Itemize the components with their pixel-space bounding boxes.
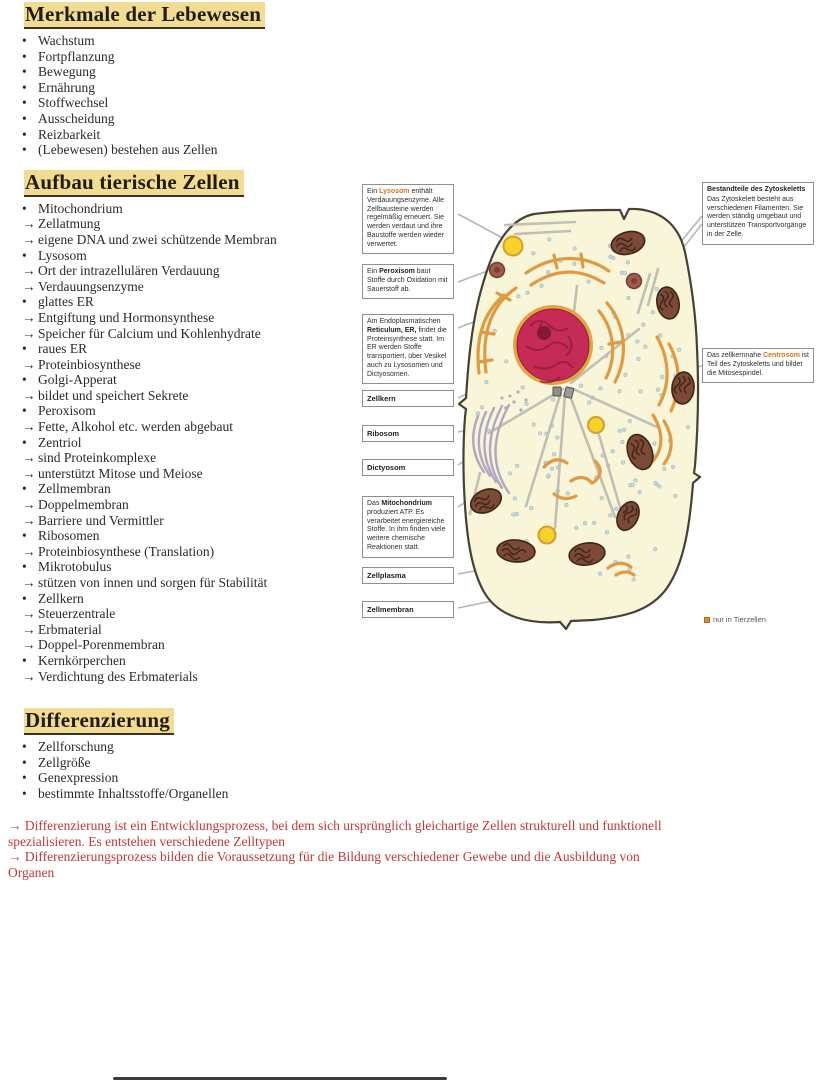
list-item-text: Peroxisom xyxy=(38,403,96,419)
list-item-text: Doppel-Porenmembran xyxy=(38,637,165,653)
nucleus xyxy=(513,305,593,385)
bullet-marker: • xyxy=(22,95,27,111)
arrow-marker: → xyxy=(22,231,36,247)
list-item-text: Mikrotobulus xyxy=(38,559,112,575)
list-item-text: Barriere und Vermittler xyxy=(38,512,164,528)
legend-color-swatch xyxy=(704,617,710,623)
list-item-text: Ort der intrazellulären Verdauung xyxy=(38,263,220,279)
list-item xyxy=(22,513,360,529)
list-item xyxy=(22,279,360,295)
arrow-marker: → xyxy=(22,497,36,513)
differenzierung-list xyxy=(8,739,360,801)
bullet-marker: • xyxy=(22,48,27,64)
list-item xyxy=(22,357,360,373)
list-item xyxy=(22,127,360,143)
arrow-marker: → xyxy=(22,465,36,481)
label-box-lysosom: Ein Lysosom enthält Verdauungsenzyme. Alle Zellbausteine werden regelmäßig erneuert. Sie werden verdaut und ihre Baustoffe werden wieder verwertet. xyxy=(362,184,454,254)
list-item xyxy=(22,481,360,497)
list-item-text: Zellforschung xyxy=(38,739,114,755)
list-item xyxy=(22,559,360,575)
bullet-marker: • xyxy=(22,142,27,158)
bullet-marker: • xyxy=(22,341,27,357)
legend-label: nur in Tierzellen xyxy=(713,615,766,624)
bullet-marker: • xyxy=(22,481,27,497)
bottom-divider-line xyxy=(113,1077,447,1080)
diagram-legend xyxy=(704,616,766,624)
list-item-text: Proteinbiosynthese xyxy=(38,356,141,372)
list-item xyxy=(22,450,360,466)
list-item-text: Verdichtung des Erbmaterials xyxy=(38,668,198,684)
list-item-text: Stoffwechsel xyxy=(38,95,109,111)
arrow-marker: → xyxy=(22,668,36,684)
list-item-text: Reizbarkeit xyxy=(38,126,101,142)
list-item xyxy=(22,669,360,685)
list-item xyxy=(22,33,360,49)
red-note-line: → Differenzierung ist ein Entwicklungsprozess, bei dem sich ursprünglich gleichartige Zellen strukturell und funktionell xyxy=(8,818,662,833)
label-box-centrosom: Das zellkernnahe Centrosom ist Teil des Zytoskeletts und bildet die Mitosespindel. xyxy=(702,348,814,383)
list-item-text: Fette, Alkohol etc. werden abgebaut xyxy=(38,419,233,435)
list-item-text: Kernkörperchen xyxy=(38,652,126,668)
list-item xyxy=(22,310,360,326)
bullet-marker: • xyxy=(22,79,27,95)
list-item xyxy=(22,497,360,513)
bullet-marker: • xyxy=(22,372,27,388)
list-item xyxy=(22,739,360,755)
list-item xyxy=(22,372,360,388)
bullet-marker: • xyxy=(22,294,27,310)
list-item xyxy=(22,528,360,544)
label-box-er: Am Endoplasmatischen Reticulum, ER, findet die Proteinsynthese statt. Im ER werden Stoffe transportiert, über Vesikel auch zu Lysosomen und Dictyosomen. xyxy=(362,314,454,384)
arrow-marker: → xyxy=(22,543,36,559)
bullet-marker: • xyxy=(22,559,27,575)
list-item-text: eigene DNA und zwei schützende Membran xyxy=(38,231,277,247)
red-note-line: → Differenzierungsprozess bilden die Voraussetzung für die Bildung verschiedener Gewebe und die Ausbildung von xyxy=(8,849,640,864)
bullet-marker: • xyxy=(22,770,27,786)
list-item-text: raues ER xyxy=(38,341,88,357)
list-item xyxy=(22,606,360,622)
section-title: Aufbau tierische Zellen xyxy=(24,170,244,197)
bullet-marker: • xyxy=(22,33,27,48)
list-item xyxy=(22,466,360,482)
bullet-marker: • xyxy=(22,434,27,450)
list-item xyxy=(22,142,360,158)
list-item-text: Entgiftung und Hormonsynthese xyxy=(38,309,215,325)
list-item-text: Wachstum xyxy=(38,33,95,48)
list-item xyxy=(22,544,360,560)
list-item xyxy=(22,637,360,653)
list-item-text: Zentriol xyxy=(38,434,82,450)
list-item xyxy=(22,263,360,279)
list-item xyxy=(22,575,360,591)
list-item xyxy=(22,403,360,419)
bullet-marker: • xyxy=(22,785,27,801)
list-item-text: Golgi-Apperat xyxy=(38,372,117,388)
list-item-text: Steuerzentrale xyxy=(38,606,116,622)
arrow-marker: → xyxy=(22,621,36,637)
list-item-text: Doppelmembran xyxy=(38,497,129,513)
section-title: Merkmale der Lebewesen xyxy=(24,2,265,29)
lysosom-term: Lysosom xyxy=(379,188,410,195)
list-item-text: Proteinbiosynthese (Translation) xyxy=(38,543,215,559)
arrow-marker: → xyxy=(22,450,36,466)
list-item xyxy=(22,591,360,607)
list-item-text: Zellkern xyxy=(38,590,84,606)
list-item xyxy=(22,248,360,264)
red-notes xyxy=(8,818,820,880)
section-heading-merkmale xyxy=(24,2,360,29)
arrow-marker: → xyxy=(22,356,36,372)
section-heading-differenzierung xyxy=(24,708,360,735)
list-item xyxy=(22,49,360,65)
section-heading-aufbau xyxy=(24,170,360,197)
list-item-text: Speicher für Calcium und Kohlenhydrate xyxy=(38,325,261,341)
arrow-marker: → xyxy=(22,575,36,590)
list-item xyxy=(22,111,360,127)
list-item-text: Erbmaterial xyxy=(38,621,102,637)
list-item-text: unterstützt Mitose und Meiose xyxy=(38,465,203,481)
arrow-marker: → xyxy=(22,263,36,279)
red-note-line: spezialisieren. Es entstehen verschiedene Zelltypen xyxy=(8,833,286,849)
list-item-text: bestimmte Inhaltsstoffe/Organellen xyxy=(38,785,229,801)
peroxisom-term: Peroxisom xyxy=(379,268,415,275)
list-item xyxy=(22,786,360,802)
list-item-text: Ribosomen xyxy=(38,528,100,544)
list-item xyxy=(22,622,360,638)
list-item-text: Zellatmung xyxy=(38,216,101,232)
merkmale-list xyxy=(8,33,360,158)
arrow-marker: → xyxy=(22,278,36,294)
list-item xyxy=(22,653,360,669)
list-item xyxy=(22,770,360,786)
list-item xyxy=(22,95,360,111)
list-item-text: stützen von innen und sorgen für Stabilität xyxy=(38,575,268,590)
list-item-text: glattes ER xyxy=(38,294,94,310)
arrow-marker: → xyxy=(22,637,36,653)
label-box-mitochondrium: Das Mitochondrium produziert ATP. Es verarbeitet energiereiche Stoffe. In ihm finden viele weitere chemische Reaktionen statt. xyxy=(362,496,454,558)
list-item-text: (Lebewesen) bestehen aus Zellen xyxy=(38,142,218,158)
list-item xyxy=(22,326,360,342)
bullet-marker: • xyxy=(22,247,27,263)
list-item-text: Ausscheidung xyxy=(38,110,115,126)
list-item xyxy=(22,64,360,80)
label-box-ribosom: Ribosom xyxy=(362,425,454,442)
notes-column xyxy=(8,2,360,810)
bullet-marker: • xyxy=(22,528,27,544)
bullet-marker: • xyxy=(22,739,27,755)
red-note-line: Organen xyxy=(8,864,55,880)
list-item-text: Genexpression xyxy=(38,770,119,786)
list-item xyxy=(22,755,360,771)
label-box-zytoskelett: Bestandteile des Zytoskeletts Das Zytoskelett besteht aus verschiedenen Filamenten. Sie werden ständig umgebaut und unterstützen Transportvorgänge in der Zelle. xyxy=(702,182,814,245)
list-item xyxy=(22,435,360,451)
mitochondrium-term: Mitochondrium xyxy=(381,500,432,507)
list-item-text: Lysosom xyxy=(38,247,87,263)
label-box-zellmembran: Zellmembran xyxy=(362,601,454,618)
bullet-marker: • xyxy=(22,200,27,216)
aufbau-list xyxy=(8,201,360,684)
list-item-text: Mitochondrium xyxy=(38,200,123,216)
list-item-text: bildet und speichert Sekrete xyxy=(38,387,189,403)
label-box-dictyosom: Dictyosom xyxy=(362,459,454,476)
nucleolus xyxy=(537,326,551,340)
bullet-marker: • xyxy=(22,403,27,419)
arrow-marker: → xyxy=(22,512,36,528)
list-item-text: Verdauungsenzyme xyxy=(38,278,144,294)
bullet-marker: • xyxy=(22,652,27,668)
list-item xyxy=(22,80,360,96)
arrow-marker: → xyxy=(22,606,36,622)
arrow-marker: → xyxy=(22,325,36,341)
arrow-marker: → xyxy=(22,419,36,435)
er-term: Reticulum, ER, xyxy=(367,326,417,334)
list-item-text: Zellmembran xyxy=(38,481,111,497)
list-item xyxy=(22,201,360,217)
section-title: Differenzierung xyxy=(24,708,174,735)
bullet-marker: • xyxy=(22,126,27,142)
list-item-text: Fortpflanzung xyxy=(38,48,115,64)
arrow-marker: → xyxy=(22,387,36,403)
bullet-marker: • xyxy=(22,110,27,126)
list-item-text: Bewegung xyxy=(38,64,96,80)
list-item xyxy=(22,294,360,310)
cell-diagram xyxy=(358,176,828,642)
bullet-marker: • xyxy=(22,754,27,770)
list-item xyxy=(22,419,360,435)
centrosom-term: Centrosom xyxy=(763,352,800,359)
label-box-zellkern: Zellkern xyxy=(362,390,454,407)
bullet-marker: • xyxy=(22,590,27,606)
list-item-text: sind Proteinkomplexe xyxy=(38,450,157,466)
list-item xyxy=(22,216,360,232)
list-item xyxy=(22,232,360,248)
arrow-marker: → xyxy=(22,216,36,232)
list-item-text: Zellgröße xyxy=(38,754,91,770)
bullet-marker: • xyxy=(22,64,27,80)
list-item xyxy=(22,341,360,357)
list-item xyxy=(22,388,360,404)
label-box-peroxisom: Ein Peroxisom baut Stoffe durch Oxidation mit Sauerstoff ab. xyxy=(362,264,454,299)
zytoskelett-title: Bestandteile des Zytoskeletts xyxy=(707,186,806,193)
list-item-text: Ernährung xyxy=(38,79,95,95)
label-box-zellplasma: Zellplasma xyxy=(362,567,454,584)
arrow-marker: → xyxy=(22,309,36,325)
